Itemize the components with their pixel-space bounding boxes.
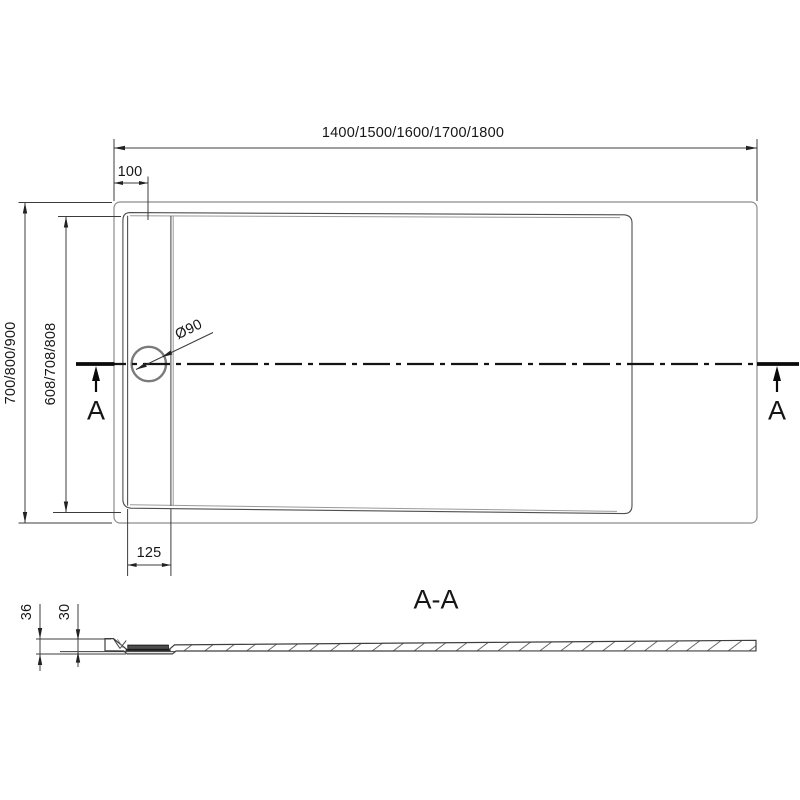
section-arrow-left	[92, 366, 100, 381]
section-title: A-A	[413, 584, 459, 615]
top-view-dimensions	[19, 139, 758, 576]
dim-surface-height: 30	[56, 603, 73, 621]
section-cut-line	[76, 364, 799, 392]
section-marker-right: A	[767, 395, 787, 426]
dim-drain-diameter: Ø90	[172, 316, 205, 344]
dim-outer-depth: 700/800/900	[2, 321, 19, 405]
drain-cover-section	[128, 645, 169, 649]
dim-inner-depth: 608/708/808	[42, 322, 59, 406]
section-view-dimension-arrows	[38, 628, 80, 665]
dim-overall-width: 1400/1500/1600/1700/1800	[321, 124, 505, 141]
top-view-geometry	[114, 202, 757, 523]
section-marker-left: A	[86, 395, 106, 426]
section-view-geometry	[105, 639, 756, 654]
section-arrow-right	[773, 366, 781, 381]
dim-total-height: 36	[18, 603, 35, 621]
dim-drain-offset: 100	[117, 163, 143, 180]
dim-drain-channel-width: 125	[136, 544, 162, 561]
